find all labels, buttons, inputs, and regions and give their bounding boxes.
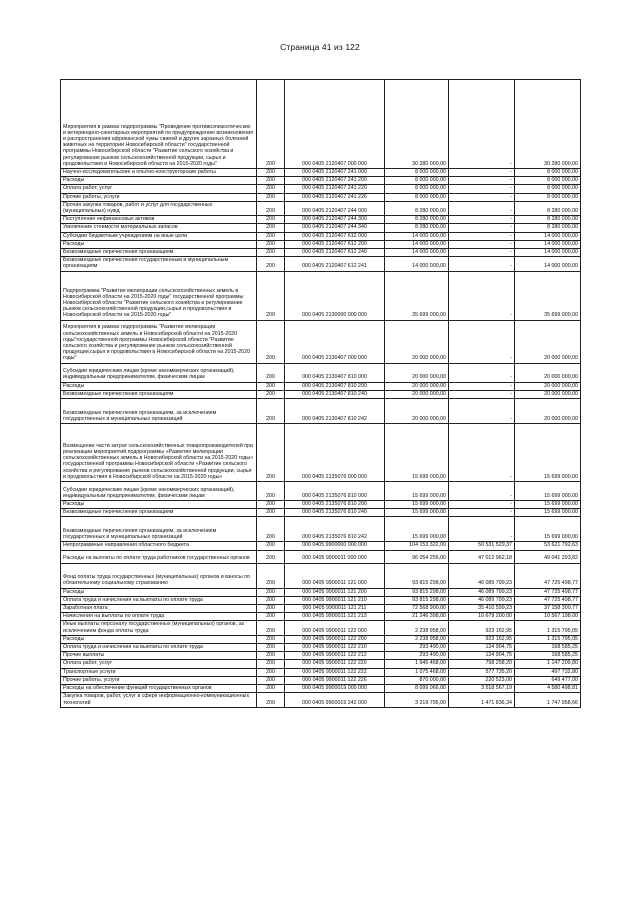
cell-name: Прочие выплаты: [61, 652, 257, 660]
cell-kbk: 000 0405 2120407 244 300: [285, 216, 385, 224]
cell-kbk: 000 0405 2120407 612 241: [285, 257, 385, 271]
cell-code: 200: [257, 216, 285, 224]
cell-remaining: 10 567 198,00: [515, 613, 581, 621]
cell-name: Прочая закупка товаров, работ и услуг для государственных (муниципальных) нужд: [61, 201, 257, 215]
cell-approved: 93 815 298,00: [385, 563, 449, 588]
cell-remaining: 47 725 498,77: [515, 596, 581, 604]
cell-remaining: 47 725 498,77: [515, 563, 581, 588]
cell-executed: -: [449, 224, 515, 232]
cell-approved: 14 000 000,00: [385, 232, 449, 240]
cell-executed: 220 523,00: [449, 676, 515, 684]
cell-kbk: 000 0405 2135076 810 000: [285, 482, 385, 501]
cell-kbk: 000 0405 9900011 121 000: [285, 563, 385, 588]
cell-code: 200: [257, 240, 285, 248]
cell-remaining: 8 000 000,00: [515, 169, 581, 177]
cell-approved: 15 699 000,00: [385, 482, 449, 501]
cell-approved: 2 238 958,00: [385, 635, 449, 643]
cell-kbk: 000 0405 2135076 810 240: [285, 509, 385, 517]
cell-kbk: 000 0405 9900011 121 213: [285, 613, 385, 621]
cell-code: 200: [257, 542, 285, 550]
cell-executed: -: [449, 382, 515, 390]
table-row: [61, 193, 581, 201]
cell-code: 200: [257, 517, 285, 542]
cell-executed: -: [449, 320, 515, 363]
cell-executed: -: [449, 271, 515, 320]
cell-approved: 1 075 468,00: [385, 668, 449, 676]
table-row: [61, 517, 581, 542]
cell-remaining: 8 280 000,00: [515, 224, 581, 232]
cell-kbk: 000 0405 2120407 244 000: [285, 201, 385, 215]
cell-remaining: 1 315 795,05: [515, 635, 581, 643]
cell-code: 200: [257, 676, 285, 684]
cell-name: Оплата работ, услуг: [61, 185, 257, 193]
cell-code: 200: [257, 232, 285, 240]
cell-name: Возмещение части затрат сельскохозяйственных товаропроизводителей при реализации мероприятий подпрограммы «Развитие мелиорации сельскохозяйственных земель в Новосибирской области на 2015-2020 годы» государственной программы Новосибирской области «Развитие сельского хозяйства и регулирование рынков сельскохозяйственной продукции, сырья и продовольствия в Новосибирской области на 2015-2020 годы»: [61, 424, 257, 482]
cell-kbk: 000 0405 9900011 000 000: [285, 550, 385, 563]
cell-approved: 8 280 000,00: [385, 216, 449, 224]
cell-approved: 14 000 000,00: [385, 240, 449, 248]
cell-name: Расходы: [61, 382, 257, 390]
cell-name: Подпрограмма "Развитие мелиорации сельскохозяйственных земель в Новосибирской области на 2015-2020 годы" государственной программы Новосибирской области "Развитие сельского хозяйства и регулирование рынков сельскохозяйственной продукции,сырья и продовольствия в Новосибирской области на 2015-2020 годы": [61, 271, 257, 320]
cell-code: 200: [257, 660, 285, 668]
cell-kbk: 000 0405 9900011 122 222: [285, 668, 385, 676]
cell-name: Транспортные услуги: [61, 668, 257, 676]
cell-kbk: 000 0405 9900011 121 210: [285, 596, 385, 604]
cell-name: Закупка товаров, работ, услуг в сфере информационно-коммуникационных технологий: [61, 693, 257, 707]
table-row: [61, 80, 581, 169]
cell-executed: 47 012 962,18: [449, 550, 515, 563]
cell-executed: 923 162,95: [449, 621, 515, 635]
table-body: [61, 80, 581, 708]
cell-code: 200: [257, 193, 285, 201]
cell-executed: -: [449, 232, 515, 240]
cell-approved: 15 699 000,00: [385, 517, 449, 542]
cell-approved: 293 490,00: [385, 644, 449, 652]
cell-name: Безвозмездные перечисления государственным и муниципальным организациям: [61, 257, 257, 271]
cell-executed: -: [449, 509, 515, 517]
cell-approved: 3 219 795,00: [385, 693, 449, 707]
table-row: [61, 644, 581, 652]
cell-code: 200: [257, 201, 285, 215]
cell-remaining: 15 699 000,00: [515, 517, 581, 542]
cell-code: 200: [257, 363, 285, 382]
cell-kbk: 000 0405 2120407 612 000: [285, 232, 385, 240]
cell-name: Непрограммные направления областного бюджета: [61, 542, 257, 550]
cell-code: 200: [257, 509, 285, 517]
cell-executed: 3 518 567,19: [449, 685, 515, 693]
cell-approved: 15 699 000,00: [385, 509, 449, 517]
table-row: [61, 399, 581, 424]
cell-kbk: 000 0405 9900011 122 220: [285, 660, 385, 668]
table-row: [61, 232, 581, 240]
cell-executed: -: [449, 424, 515, 482]
cell-remaining: 15 699 000,00: [515, 501, 581, 509]
cell-executed: 1 471 836,34: [449, 693, 515, 707]
cell-executed: -: [449, 501, 515, 509]
table-row: [61, 588, 581, 596]
table-row: [61, 216, 581, 224]
cell-name: Субсидии юридическим лицам (кроме некоммерческих организаций), индивидуальным предпринимателям, физическим лицам: [61, 363, 257, 382]
cell-kbk: 000 0405 9900011 122 212: [285, 652, 385, 660]
cell-kbk: 000 0405 2130407 810 240: [285, 390, 385, 398]
cell-approved: 20 000 000,00: [385, 320, 449, 363]
cell-name: Прочие работы, услуги: [61, 676, 257, 684]
table-row: [61, 224, 581, 232]
cell-executed: -: [449, 201, 515, 215]
table-row: [61, 185, 581, 193]
budget-execution-table: [60, 79, 581, 708]
cell-remaining: 14 000 000,00: [515, 240, 581, 248]
cell-code: 200: [257, 80, 285, 169]
table-row: [61, 240, 581, 248]
cell-remaining: 20 000 000,00: [515, 390, 581, 398]
cell-approved: 8 280 000,00: [385, 201, 449, 215]
cell-remaining: 8 000 000,00: [515, 185, 581, 193]
cell-kbk: 000 0405 2120407 241 226: [285, 193, 385, 201]
cell-kbk: 000 0405 9900011 121 200: [285, 588, 385, 596]
cell-remaining: 14 000 000,00: [515, 232, 581, 240]
table-row: [61, 635, 581, 643]
cell-approved: 870 000,00: [385, 676, 449, 684]
cell-kbk: 000 0405 2120407 241 000: [285, 169, 385, 177]
table-row: [61, 169, 581, 177]
cell-code: 200: [257, 635, 285, 643]
cell-code: 200: [257, 482, 285, 501]
cell-kbk: 000 0405 2130407 810 000: [285, 363, 385, 382]
cell-code: 200: [257, 550, 285, 563]
cell-remaining: 8 000 000,00: [515, 193, 581, 201]
cell-code: 200: [257, 501, 285, 509]
table-row: [61, 542, 581, 550]
cell-code: 200: [257, 249, 285, 257]
cell-executed: 46 089 799,23: [449, 596, 515, 604]
cell-code: 200: [257, 668, 285, 676]
cell-approved: 2 238 958,00: [385, 621, 449, 635]
cell-executed: 46 089 799,23: [449, 563, 515, 588]
cell-kbk: 000 0405 9900011 122 226: [285, 676, 385, 684]
cell-executed: -: [449, 482, 515, 501]
cell-executed: -: [449, 257, 515, 271]
cell-executed: -: [449, 185, 515, 193]
cell-kbk: 000 0405 2120407 612 200: [285, 240, 385, 248]
cell-code: 200: [257, 257, 285, 271]
cell-name: Расходы: [61, 177, 257, 185]
cell-kbk: 000 0405 9900011 122 200: [285, 635, 385, 643]
cell-kbk: 000 0405 2120407 244 340: [285, 224, 385, 232]
cell-remaining: 8 280 000,00: [515, 216, 581, 224]
cell-code: 200: [257, 224, 285, 232]
cell-approved: 93 815 298,00: [385, 596, 449, 604]
table-row: [61, 621, 581, 635]
cell-name: Оплата труда и начисления на выплаты по оплате труда: [61, 644, 257, 652]
cell-remaining: 14 000 000,00: [515, 249, 581, 257]
cell-name: Расходы на обеспечение функций государственных органов: [61, 685, 257, 693]
table-row: [61, 424, 581, 482]
cell-remaining: 20 000 000,00: [515, 320, 581, 363]
cell-remaining: 1 747 958,66: [515, 693, 581, 707]
cell-code: 200: [257, 424, 285, 482]
cell-executed: -: [449, 517, 515, 542]
table-row: [61, 563, 581, 588]
cell-name: Расходы: [61, 588, 257, 596]
cell-name: Расходы на выплаты по оплате труда работников государственных органов: [61, 550, 257, 563]
table-row: [61, 257, 581, 271]
cell-name: Субсидии юридическим лицам (кроме некоммерческих организаций), индивидуальным предпринимателям, физическим лицам: [61, 482, 257, 501]
cell-code: 200: [257, 563, 285, 588]
cell-kbk: 000 0405 9900019 242 000: [285, 693, 385, 707]
cell-executed: -: [449, 193, 515, 201]
cell-name: Мероприятия в рамках подпрограммы "Развитие мелиорации сельскохозяйственных земель в Новосибирской области на 2015-2020 годы"государственной программы Новосибирской области "Развитие сельского хозяйства и регулирование рынков сельскохозяйственной продукции,сырья и продовольствия в Новосибирской области на 2015-2020 годы": [61, 320, 257, 363]
cell-name: Безвозмездные перечисления организациям: [61, 509, 257, 517]
cell-kbk: 000 0405 9900000 000 000: [285, 542, 385, 550]
cell-executed: -: [449, 249, 515, 257]
cell-approved: 15 699 000,00: [385, 501, 449, 509]
cell-remaining: 15 699 000,00: [515, 424, 581, 482]
cell-kbk: 000 0405 2120407 000 000: [285, 80, 385, 169]
cell-executed: 124 904,75: [449, 652, 515, 660]
cell-executed: 923 162,95: [449, 635, 515, 643]
cell-code: 200: [257, 588, 285, 596]
cell-approved: 35 699 000,00: [385, 271, 449, 320]
cell-approved: 8 280 000,00: [385, 224, 449, 232]
cell-remaining: 14 000 000,00: [515, 257, 581, 271]
cell-executed: -: [449, 240, 515, 248]
cell-kbk: 000 0405 2130000 000 000: [285, 271, 385, 320]
cell-remaining: 1 147 209,80: [515, 660, 581, 668]
cell-code: 200: [257, 382, 285, 390]
table-row: [61, 501, 581, 509]
table-row: [61, 271, 581, 320]
cell-executed: -: [449, 399, 515, 424]
cell-executed: 35 410 599,23: [449, 605, 515, 613]
cell-code: 200: [257, 177, 285, 185]
cell-code: 200: [257, 169, 285, 177]
cell-name: Безвозмездные перечисления организациям: [61, 249, 257, 257]
cell-code: 200: [257, 390, 285, 398]
cell-approved: 20 000 000,00: [385, 399, 449, 424]
table-row: [61, 509, 581, 517]
cell-remaining: 1 315 795,05: [515, 621, 581, 635]
cell-code: 200: [257, 613, 285, 621]
cell-executed: 10 679 200,00: [449, 613, 515, 621]
cell-kbk: 000 0405 2120407 241 220: [285, 185, 385, 193]
cell-remaining: 20 000 000,00: [515, 363, 581, 382]
cell-approved: 293 490,00: [385, 652, 449, 660]
cell-name: Мероприятия в рамках подпрограммы "Проведение противоэпизоотических и ветеринарно-санитарных мероприятий по предупреждению возникновения и распространения африканской чумы свиней и других заразных болезней животных на территории Новосибирской области" государственной программы Новосибирской области "Развитие сельского хозяйства и регулирование рынков сельскохозяйственной продукции, сырья и продовольствия в Новосибирской области на 2015-2020 годы": [61, 80, 257, 169]
cell-remaining: 47 725 498,77: [515, 588, 581, 596]
cell-kbk: 000 0405 2130407 000 000: [285, 320, 385, 363]
cell-remaining: 8 000 000,00: [515, 177, 581, 185]
table-row: [61, 660, 581, 668]
cell-approved: 72 568 900,00: [385, 605, 449, 613]
cell-name: Расходы: [61, 635, 257, 643]
cell-remaining: 649 477,00: [515, 676, 581, 684]
cell-approved: 96 054 256,00: [385, 550, 449, 563]
cell-code: 200: [257, 399, 285, 424]
table-row: [61, 676, 581, 684]
cell-kbk: 000 0405 2135076 810 200: [285, 501, 385, 509]
cell-executed: -: [449, 80, 515, 169]
cell-name: Фонд оплаты труда государственных (муниципальных) органов и взносы по обязательному социальному страхованию: [61, 563, 257, 588]
cell-approved: 15 699 000,00: [385, 424, 449, 482]
cell-approved: 14 000 000,00: [385, 257, 449, 271]
cell-kbk: 000 0405 2135076 810 242: [285, 517, 385, 542]
cell-name: Иные выплаты персоналу государственных (муниципальных) органов, за исключением фонда оплаты труда: [61, 621, 257, 635]
table-row: [61, 685, 581, 693]
cell-kbk: 000 0405 9900011 122 000: [285, 621, 385, 635]
cell-remaining: 35 699 000,00: [515, 271, 581, 320]
cell-code: 200: [257, 605, 285, 613]
table-row: [61, 550, 581, 563]
cell-remaining: 49 041 293,82: [515, 550, 581, 563]
cell-executed: -: [449, 363, 515, 382]
table-row: [61, 482, 581, 501]
cell-code: 200: [257, 596, 285, 604]
cell-remaining: 8 280 000,00: [515, 201, 581, 215]
cell-executed: 46 089 799,23: [449, 588, 515, 596]
cell-code: 200: [257, 693, 285, 707]
cell-approved: 8 000 000,00: [385, 169, 449, 177]
cell-kbk: 000 0405 2130407 810 242: [285, 399, 385, 424]
cell-executed: -: [449, 390, 515, 398]
cell-name: Безвозмездные перечисления организациям, за исключением государственных и муниципальных организаций: [61, 399, 257, 424]
cell-approved: 30 280 000,00: [385, 80, 449, 169]
cell-code: 200: [257, 621, 285, 635]
cell-kbk: 000 0405 9900011 122 210: [285, 644, 385, 652]
cell-kbk: 000 0405 2130407 810 200: [285, 382, 385, 390]
cell-remaining: 168 585,25: [515, 644, 581, 652]
cell-kbk: 000 0405 2120407 241 200: [285, 177, 385, 185]
cell-executed: 124 904,75: [449, 644, 515, 652]
table-row: [61, 249, 581, 257]
cell-remaining: 30 280 000,00: [515, 80, 581, 169]
table-row: [61, 390, 581, 398]
cell-approved: 8 000 000,00: [385, 177, 449, 185]
cell-name: Прочие работы, услуги: [61, 193, 257, 201]
cell-remaining: 15 699 000,00: [515, 509, 581, 517]
cell-remaining: 20 000 000,00: [515, 382, 581, 390]
cell-executed: 798 258,20: [449, 660, 515, 668]
cell-name: Расходы: [61, 501, 257, 509]
cell-approved: 8 000 000,00: [385, 185, 449, 193]
cell-kbk: 000 0405 9900011 121 211: [285, 605, 385, 613]
cell-executed: -: [449, 169, 515, 177]
cell-code: 200: [257, 685, 285, 693]
cell-name: Научно-исследовательские и опытно-конструкторские работы: [61, 169, 257, 177]
cell-kbk: 000 0405 2120407 612 240: [285, 249, 385, 257]
cell-code: 200: [257, 320, 285, 363]
cell-approved: 21 246 398,00: [385, 613, 449, 621]
cell-name: Безвозмездные перечисления организациям: [61, 390, 257, 398]
cell-code: 200: [257, 644, 285, 652]
cell-executed: -: [449, 177, 515, 185]
table-row: [61, 613, 581, 621]
cell-code: 200: [257, 652, 285, 660]
cell-kbk: 000 0405 2135076 000 000: [285, 424, 385, 482]
cell-executed: -: [449, 216, 515, 224]
cell-approved: 20 000 000,00: [385, 390, 449, 398]
cell-name: Оплата труда и начисления на выплаты по оплате труда: [61, 596, 257, 604]
cell-approved: 20 000 000,00: [385, 363, 449, 382]
table-row: [61, 596, 581, 604]
cell-executed: 577 735,20: [449, 668, 515, 676]
cell-remaining: 20 000 000,00: [515, 399, 581, 424]
cell-kbk: 000 0405 9900019 000 000: [285, 685, 385, 693]
cell-name: Начисления на выплаты по оплате труда: [61, 613, 257, 621]
cell-executed: 50 531 529,37: [449, 542, 515, 550]
cell-remaining: 15 699 000,00: [515, 482, 581, 501]
cell-approved: 8 099 066,00: [385, 685, 449, 693]
cell-remaining: 4 580 498,81: [515, 685, 581, 693]
table-row: [61, 363, 581, 382]
cell-code: 200: [257, 271, 285, 320]
cell-name: Заработная плата: [61, 605, 257, 613]
cell-remaining: 168 585,25: [515, 652, 581, 660]
cell-approved: 8 000 000,00: [385, 193, 449, 201]
cell-approved: 20 000 000,00: [385, 382, 449, 390]
table-row: [61, 693, 581, 707]
cell-approved: 93 815 298,00: [385, 588, 449, 596]
cell-name: Безвозмездные перечисления организациям, за исключением государственных и муниципальных организаций: [61, 517, 257, 542]
cell-approved: 104 153 322,00: [385, 542, 449, 550]
cell-name: Субсидии бюджетным учреждениям на иные цели: [61, 232, 257, 240]
cell-code: 200: [257, 185, 285, 193]
cell-name: Оплата работ, услуг: [61, 660, 257, 668]
table-row: [61, 177, 581, 185]
table-row: [61, 382, 581, 390]
cell-remaining: 37 158 300,77: [515, 605, 581, 613]
page-number: Страница 41 из 122: [280, 42, 360, 52]
cell-name: Поступление нефинансовых активов: [61, 216, 257, 224]
cell-remaining: 497 732,80: [515, 668, 581, 676]
cell-name: Расходы: [61, 240, 257, 248]
cell-remaining: 53 621 792,63: [515, 542, 581, 550]
cell-approved: 1 945 468,00: [385, 660, 449, 668]
cell-approved: 14 000 000,00: [385, 249, 449, 257]
cell-name: Увеличение стоимости материальных запасов: [61, 224, 257, 232]
table-row: [61, 605, 581, 613]
table-row: [61, 652, 581, 660]
table-row: [61, 668, 581, 676]
table-row: [61, 201, 581, 215]
table-row: [61, 320, 581, 363]
